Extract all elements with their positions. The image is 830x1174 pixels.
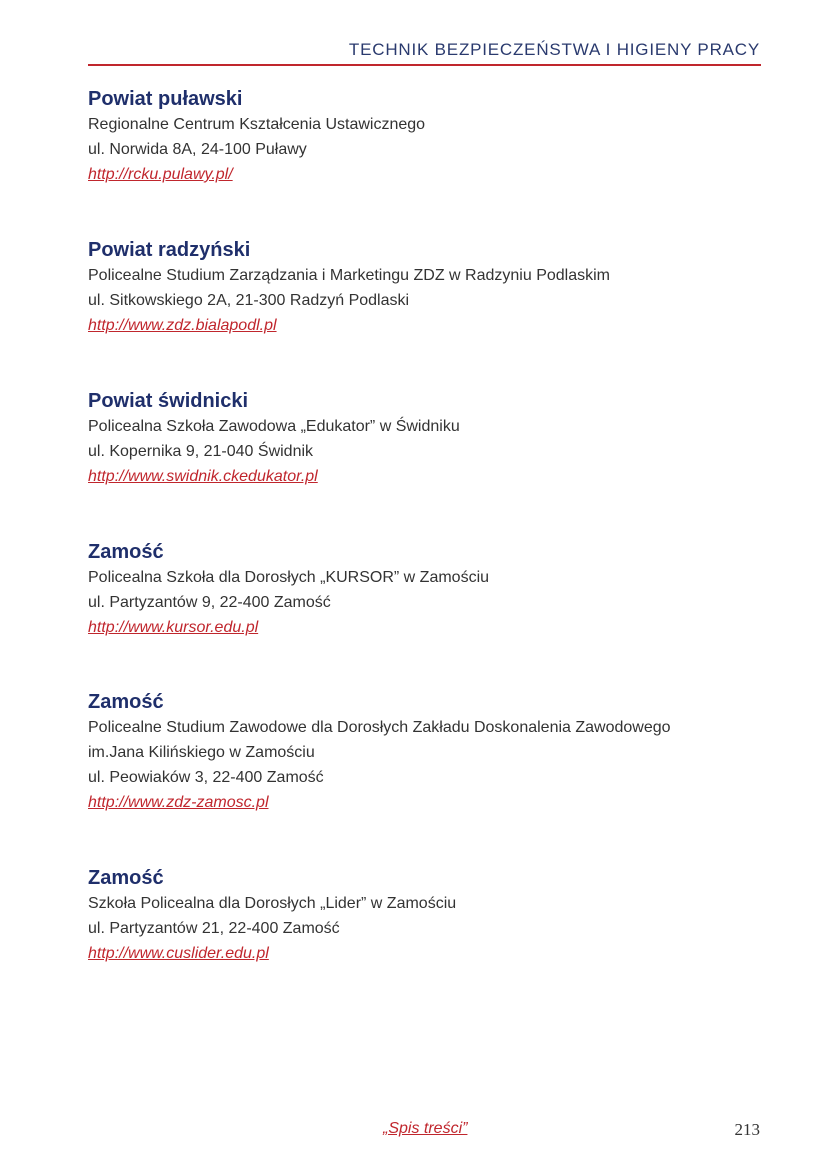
entry-address: ul. Norwida 8A, 24-100 Puławy xyxy=(88,141,307,158)
header-divider xyxy=(88,64,761,66)
entry-address: ul. Kopernika 9, 21-040 Świdnik xyxy=(88,443,314,460)
entry-school-name: Policealne Studium Zarządzania i Marketingu ZDZ w Radzyniu Podlaskim xyxy=(88,267,610,284)
entry-website-link[interactable]: http://www.swidnik.ckedukator.pl xyxy=(88,468,318,485)
entry-school-name: Policealna Szkoła Zawodowa „Edukator” w Świdniku xyxy=(88,418,460,435)
entry-heading: Zamość xyxy=(88,691,164,713)
school-entry xyxy=(88,689,761,815)
entry-address: ul. Peowiaków 3, 22-400 Zamość xyxy=(88,769,324,786)
entry-website-link[interactable]: http://www.kursor.edu.pl xyxy=(88,619,259,636)
entry-website-link[interactable]: http://www.zdz.bialapodl.pl xyxy=(88,317,277,334)
school-entry xyxy=(88,539,761,640)
entry-heading: Powiat świdnicki xyxy=(88,390,249,412)
entry-school-name-continued: im.Jana Kilińskiego w Zamościu xyxy=(88,744,315,761)
entry-heading: Zamość xyxy=(88,541,164,563)
school-entry xyxy=(88,86,761,187)
school-entry xyxy=(88,865,761,966)
entry-school-name: Policealna Szkoła dla Dorosłych „KURSOR” w Zamościu xyxy=(88,569,490,586)
table-of-contents-link[interactable]: „Spis treści” xyxy=(383,1120,468,1137)
entry-school-name: Szkoła Policealna dla Dorosłych „Lider” w Zamościu xyxy=(88,895,457,912)
entry-school-name: Policealne Studium Zawodowe dla Dorosłych Zakładu Doskonalenia Zawodowego xyxy=(88,719,671,736)
entry-school-name: Regionalne Centrum Kształcenia Ustawicznego xyxy=(88,116,426,133)
school-entry xyxy=(88,388,761,489)
entry-website-link[interactable]: http://www.cuslider.edu.pl xyxy=(88,945,269,962)
entry-heading: Powiat puławski xyxy=(88,88,243,110)
page-header-title: TECHNIK BEZPIECZEŃSTWA I HIGIENY PRACY xyxy=(348,40,760,59)
entry-address: ul. Partyzantów 21, 22-400 Zamość xyxy=(88,920,340,937)
entry-website-link[interactable]: http://www.zdz-zamosc.pl xyxy=(88,794,269,811)
school-entry xyxy=(88,237,761,338)
entry-website-link[interactable]: http://rcku.pulawy.pl/ xyxy=(88,166,233,183)
entry-heading: Zamość xyxy=(88,867,164,889)
entry-address: ul. Sitkowskiego 2A, 21-300 Radzyń Podlaski xyxy=(88,292,410,309)
entry-address: ul. Partyzantów 9, 22-400 Zamość xyxy=(88,594,331,611)
page-number: 213 xyxy=(734,1120,760,1139)
entry-heading: Powiat radzyński xyxy=(88,239,251,261)
